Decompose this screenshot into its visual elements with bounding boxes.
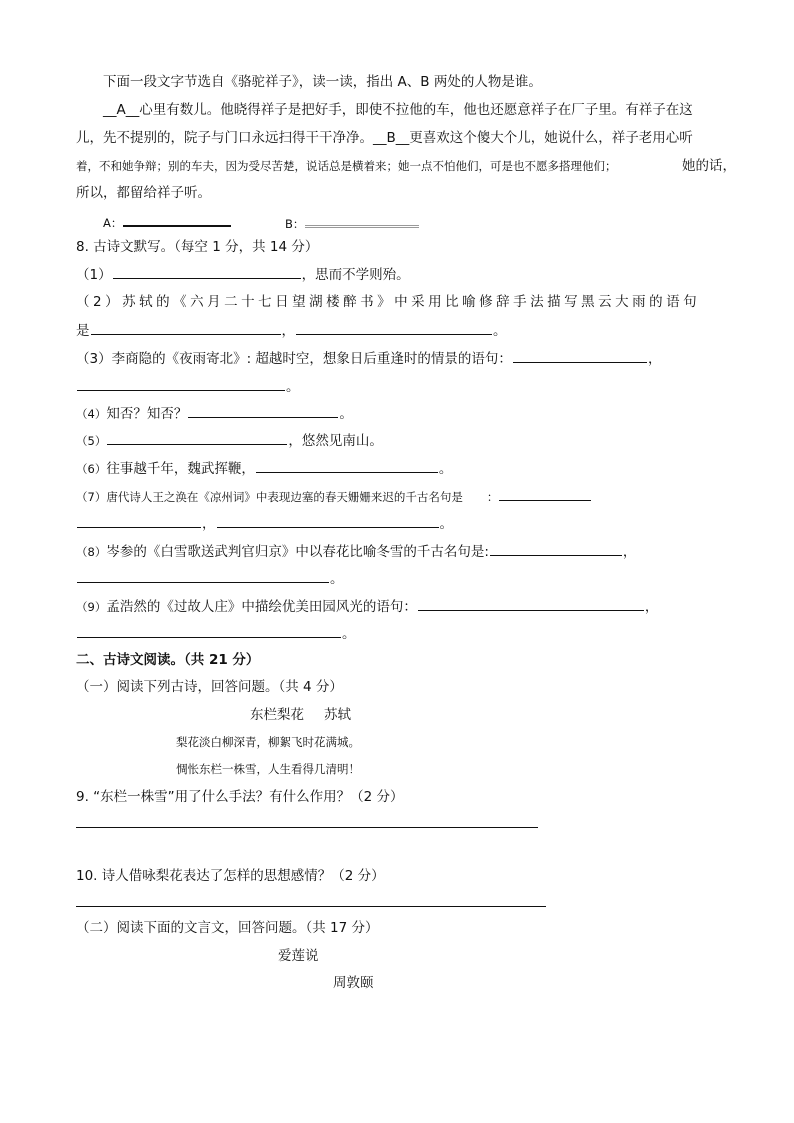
item-text: 唐代诗人王之涣在《凉州词》中表现边塞的春天姗姗来迟的千古名句是	[106, 490, 463, 504]
item-text: ，悠然见南山。	[288, 433, 383, 449]
answer-b-blank[interactable]	[305, 211, 419, 228]
item-text: ，	[202, 516, 216, 532]
fill-blank[interactable]	[113, 264, 301, 279]
item-text: 。	[438, 461, 453, 477]
item-text: 。	[339, 406, 353, 422]
item-text: ：	[486, 490, 499, 504]
q8-item-4	[76, 403, 353, 424]
item-text: 。	[439, 516, 453, 532]
passage-line-3	[76, 156, 617, 176]
fill-blank[interactable]	[499, 486, 591, 501]
passage-instruction: 下面一段文字节选自《骆驼祥子》，读一读，指出 A、B 两处的人物是谁。	[103, 74, 542, 90]
q8-item-1	[76, 264, 410, 285]
item-text: 知否？知否？	[106, 406, 188, 422]
answer-b-row	[285, 211, 420, 234]
q8-item-8-line-2	[76, 568, 344, 589]
item-text: ，	[622, 544, 637, 560]
passage-text: 更喜欢这个傻大个儿，她说什么，祥子老用心听	[409, 130, 693, 146]
passage-line-1	[103, 100, 693, 120]
fill-blank[interactable]	[107, 430, 287, 445]
poem-author: 苏轼	[324, 707, 351, 723]
answer-a-blank[interactable]	[123, 211, 231, 227]
fill-blank[interactable]	[490, 541, 622, 556]
question-10: 10. 诗人借咏梨花表达了怎样的思想感情？（2 分）	[76, 868, 385, 884]
fill-blank[interactable]	[513, 348, 647, 363]
q8-item-3-line-2	[76, 376, 300, 397]
essay-author: 周敦颐	[333, 975, 374, 991]
answer-line-q9[interactable]	[76, 827, 538, 828]
section-2-heading: 二、古诗文阅读。（共 21 分）	[76, 652, 260, 668]
answer-a-row	[103, 211, 232, 233]
item-text: 是	[76, 323, 90, 339]
item-number: （6）	[76, 462, 107, 476]
item-text: ，	[644, 599, 659, 615]
item-text: 孟浩然的《过故人庄》中描绘优美田园风光的语句：	[106, 599, 417, 615]
item-number: （5）	[76, 434, 107, 448]
item-text: ，思而不学则殆。	[301, 267, 410, 283]
q8-item-7	[76, 486, 592, 507]
fill-blank[interactable]	[77, 568, 329, 583]
item-number: （4）	[76, 407, 107, 421]
fill-blank[interactable]	[188, 403, 338, 418]
q8-item-7-line-2	[76, 513, 453, 534]
fill-blank[interactable]	[77, 376, 285, 391]
poem-title: 东栏梨花	[250, 707, 304, 723]
item-text: 往事越千年，魏武挥鞭，	[106, 461, 255, 477]
passage-text: 心里有数儿。他晓得祥子是把好手，即使不拉他的车，他也还愿意祥子在厂子里。有祥子在这	[139, 102, 693, 118]
essay-title: 爱莲说	[278, 948, 319, 964]
fill-blank[interactable]	[77, 623, 341, 638]
passage-line-3-tail: 她的话，	[682, 158, 736, 174]
q8-item-2: （2）苏轼的《六月二十七日望湖楼醉书》中采用比喻修辞手法描写黑云大雨的语句	[76, 294, 701, 310]
item-text: （3）李商隐的《夜雨寄北》: 超越时空，想象日后重逢时的情景的语句：	[76, 351, 512, 367]
question-9: 9. “东栏一株雪”用了什么手法？有什么作用？（2 分）	[76, 789, 404, 805]
item-number: （1）	[76, 267, 112, 283]
item-number: （7）	[76, 490, 107, 504]
item-text: 。	[493, 323, 507, 339]
q8-item-6	[76, 458, 452, 479]
part-1-intro: （一）阅读下列古诗，回答问题。（共 4 分）	[76, 679, 343, 695]
item-text: 。	[286, 379, 300, 395]
passage-text: 着，不和她争辩；别的车夫，因为受尽苦楚，说话总是横着来；她一点不怕他们，可是也不愿多搭理他们；	[76, 159, 617, 173]
q8-item-3	[76, 348, 661, 369]
q8-title: 8. 古诗文默写。（每空 1 分，共 14 分）	[76, 239, 319, 255]
fill-blank[interactable]	[296, 320, 492, 335]
fill-blank[interactable]	[256, 458, 438, 473]
q8-item-8	[76, 541, 636, 562]
fill-blank[interactable]	[217, 513, 439, 528]
fill-blank[interactable]	[77, 513, 201, 528]
poem-line-1: 梨花淡白柳深青，柳絮飞时花满城。	[176, 735, 360, 749]
item-number: （8）	[76, 545, 107, 559]
item-text: 。	[342, 626, 356, 642]
answer-a-label: A：	[103, 216, 123, 230]
blank-marker-b: __B__	[373, 130, 410, 146]
blank-marker-a: __A__	[103, 102, 140, 118]
item-text: ，	[281, 323, 295, 339]
passage-text: 儿，先不提别的，院子与门口永远扫得干干净净。	[76, 130, 373, 146]
item-text: 。	[330, 571, 344, 587]
passage-line-4: 所以，都留给祥子听。	[76, 185, 211, 201]
answer-b-label: B：	[285, 217, 305, 231]
item-number: （9）	[76, 600, 107, 614]
q8-item-9-line-2	[76, 623, 356, 644]
item-text: ，	[647, 351, 662, 367]
item-text: 岑参的《白雪歌送武判官归京》中以春花比喻冬雪的千古名句是:	[106, 544, 489, 560]
part-2-intro: （二）阅读下面的文言文，回答问题。（共 17 分）	[76, 920, 379, 936]
q8-item-2-answers	[76, 320, 507, 341]
fill-blank[interactable]	[418, 596, 644, 611]
passage-line-2	[76, 128, 693, 148]
answer-line-q10[interactable]	[76, 906, 546, 907]
poem-line-2: 惆怅东栏一株雪，人生看得几清明！	[176, 762, 360, 776]
fill-blank[interactable]	[91, 320, 281, 335]
q8-item-9	[76, 596, 658, 617]
q8-item-5	[76, 430, 383, 451]
